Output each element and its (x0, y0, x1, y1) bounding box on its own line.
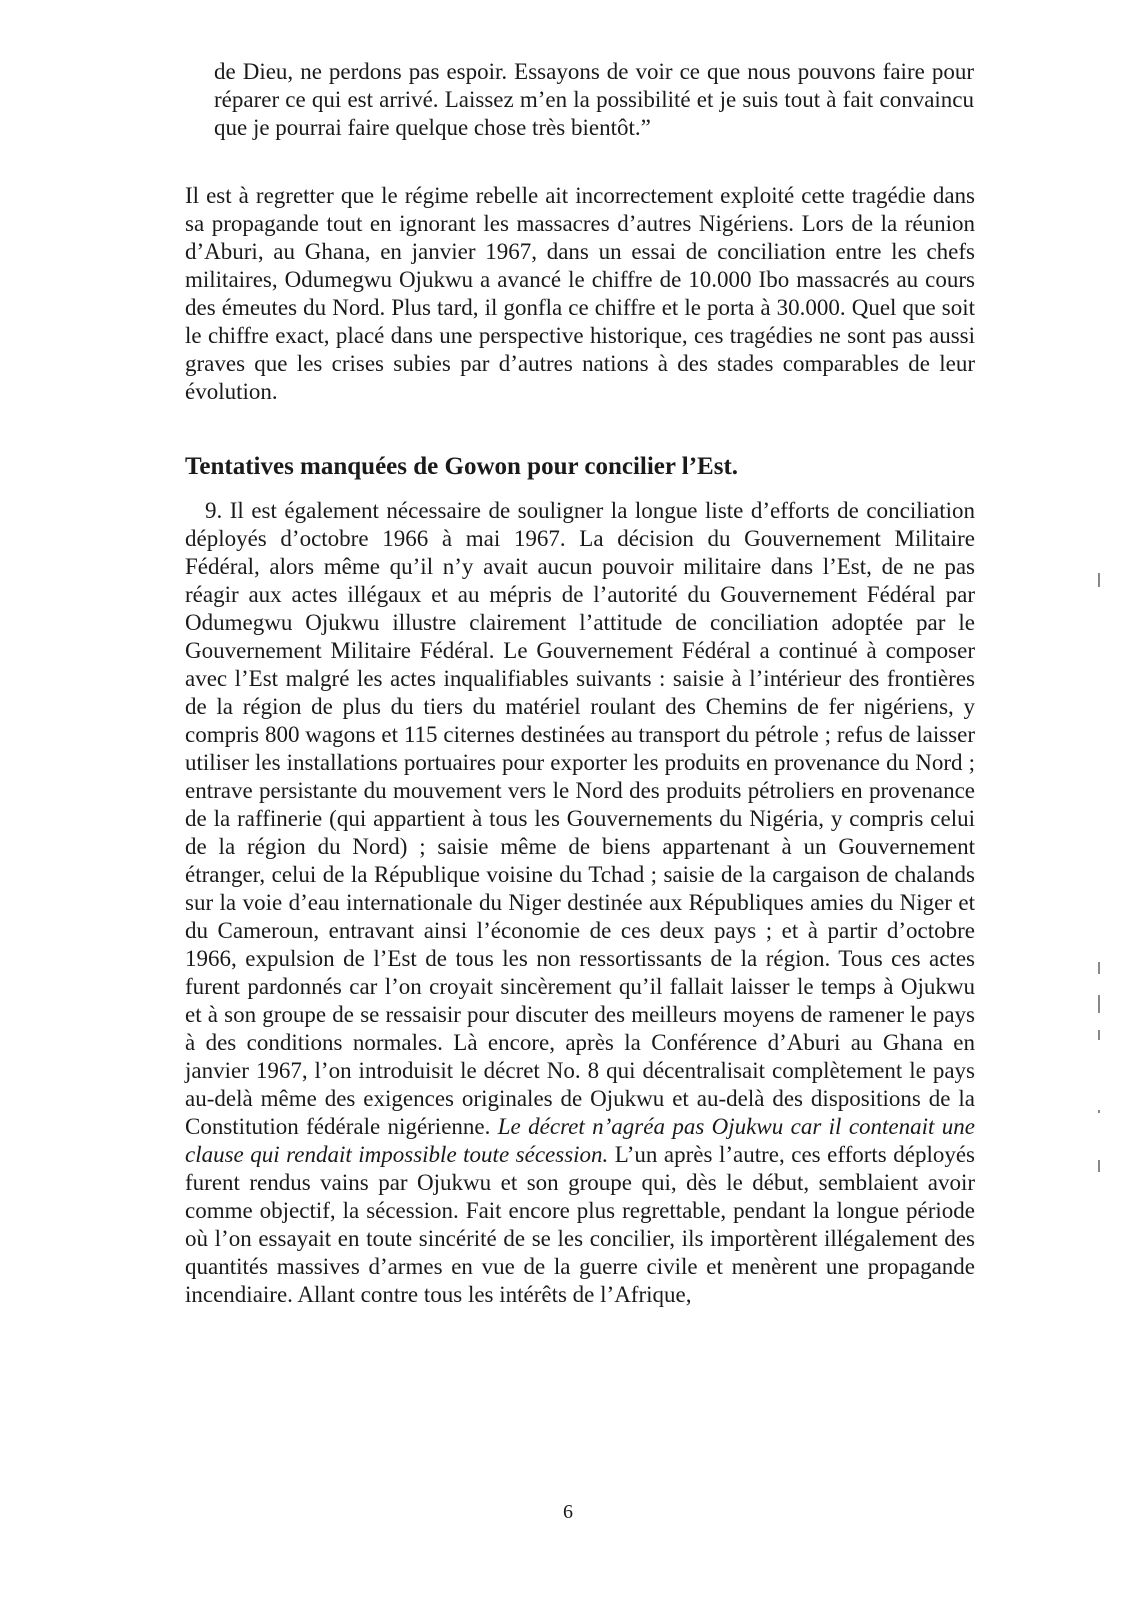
quote-continuation (214, 58, 974, 142)
paragraph-text: Il est à regretter que le régime rebelle ait incorrectement exploité cette tragédie dans sa propagande tout en ignorant les massacres d’autres Nigériens. Lors de la réunion d’Aburi, au Ghana, en janvier 1967, dans un essai de conciliation entre les chefs militaires, Odumegwu Ojukwu a avancé le chiffre de 10.000 Ibo massacrés au cours des émeutes du Nord. Plus tard, il gonfla ce chiffre et le porta à 30.000. Quel que soit le chiffre exact, placé dans une perspective historique, ces tragédies ne sont pas aussi graves que les crises subies par d’autres nations à des stades comparables de leur évolution. (185, 183, 975, 404)
section-heading: Tentatives manquées de Gowon pour concilier l’Est. (185, 453, 739, 480)
page-number: 6 (563, 1501, 573, 1523)
italic-emphasis: Le décret n’agréa pas Ojukwu car il contenait une clause qui rendait impossible toute sécession. (185, 1114, 976, 1167)
paragraph-text-part: 9. Il est également nécessaire de souligner la longue liste d’efforts de conciliation déployés d’octobre 1966 à mai 1967. La décision du Gouvernement Militaire Fédéral, alors même qu’il n’y avait aucun pouvoir militaire dans l’Est, de ne pas réagir aux actes illégaux et au mépris de l’autorité du Gouvernement Fédéral par Odumegwu Ojukwu illustre clairement l’attitude de conciliation adoptée par le Gouvernement Militaire Fédéral. Le Gouvernement Fédéral a continué à composer avec l’Est malgré les actes inqualifiables suivants : saisie à l’intérieur des frontières de la région de plus du tiers du matériel roulant des Chemins de fer nigériens, y compris 800 wagons et 115 citernes destinées au transport du pétrole ; refus de laisser utiliser les installations portuaires pour exporter les produits en provenance du Nord ; entrave persistante du mouvement vers le Nord des produits pétroliers en provenance de la raffinerie (qui appartient à tous les Gouvernements du Nigéria, y compris celui de la région du Nord) ; saisie même de biens appartenant à un Gouvernement étranger, celui de la République voisine du Tchad ; saisie de la cargaison de chalands sur la voie d’eau internationale du Niger destinée aux Républiques amies du Niger et du Cameroun, entravant ainsi l’économie de ces deux pays ; et à partir d’octobre 1966, expulsion de l’Est de tous les non ressortissants de la région. Tous ces actes furent pardonnés car l’on croyait sincèrement qu’il fallait laisser le temps à Ojukwu et à son groupe de se ressaisir pour discuter des meilleurs moyens de ramener le pays à des conditions normales. Là encore, après la Conférence d’Aburi au Ghana en janvier 1967, l’on introduisit le décret No. 8 qui décentralisait complètement le pays au-delà même des exigences originales de Ojukwu et au-delà des dispositions de la Constitution fédérale nigérienne. (185, 498, 975, 1139)
paragraph-conciliation-efforts (185, 497, 975, 1309)
quote-text: de Dieu, ne perdons pas espoir. Essayons de voir ce que nous pouvons faire pour réparer ce qui est arrivé. Laissez m’en la possibilité et je suis tout à fait convaincu que je pourrai faire quelque chose très bientôt.” (214, 59, 974, 140)
scan-speck (1098, 1030, 1100, 1040)
scan-speck (1098, 1110, 1100, 1113)
paragraph-text (185, 497, 975, 1309)
scan-speck (1098, 962, 1100, 974)
scan-speck (1098, 1160, 1100, 1172)
paragraph-text-part: L’un après l’autre, ces efforts déployés furent rendus vains par Ojukwu et son groupe qui, dès le début, semblaient avoir comme objectif, la sécession. Fait encore plus regrettable, pendant la longue période où l’on essayait en toute sincérité de se les concilier, ils importèrent illégalement des quantités massives d’armes en vue de la guerre civile et menèrent une propagande incendiaire. Allant contre tous les intérêts de l’Afrique, (185, 1142, 975, 1307)
scan-speck (1098, 995, 1100, 1013)
scan-speck (1098, 573, 1100, 587)
paragraph-regime-propaganda (185, 182, 975, 406)
